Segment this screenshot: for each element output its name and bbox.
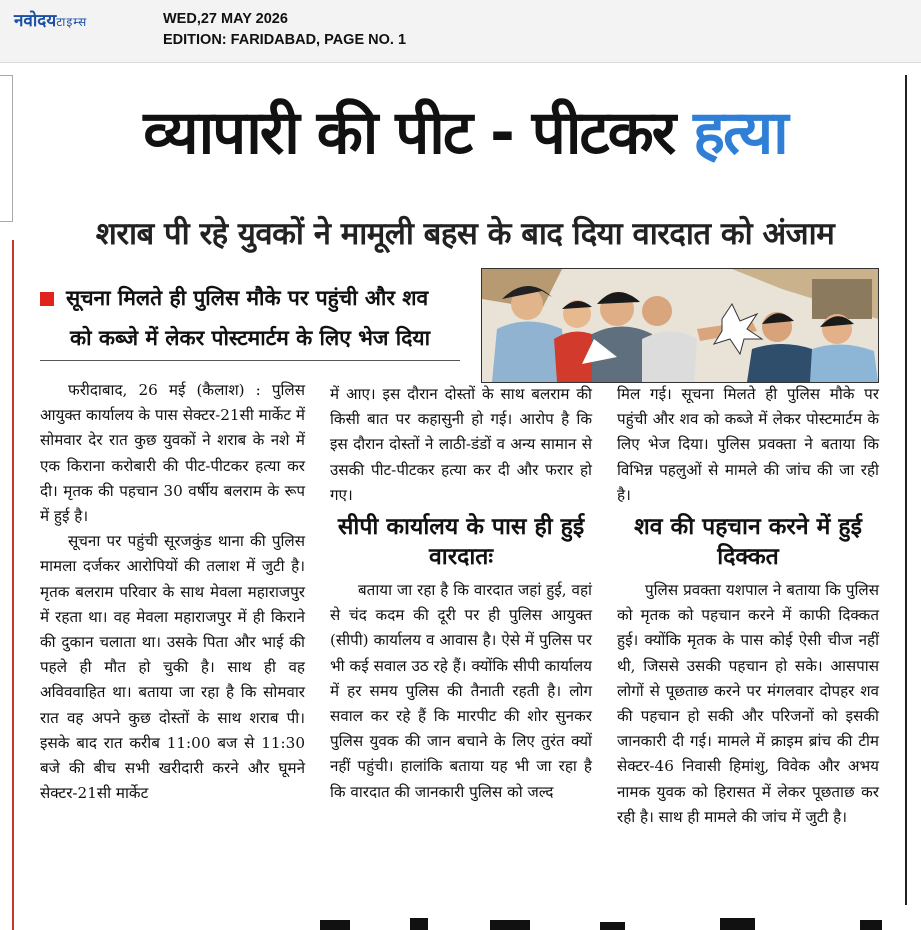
masthead-bar [0, 0, 921, 63]
column-2-paragraph-2: बताया जा रहा है कि वारदात जहां हुई, वहां से चंद कदम की दूरी पर ही पुलिस आयुक्त (सीपी) कार्यालय व आवास है। ऐसे में पुलिस पर भी कई सवाल उठ रहे हैं। क्योंकि सीपी कार्यालय में हर समय पुलिस की तैनाती रहती है। लोग सवाल कर रहे हैं कि मारपीट की शोर सुनकर पुलिस युवक की जान बचाने के लिए तुरंत क्यों नहीं पहुंची। हालांकि बताया यह भी जा रहा है कि वारदात की जानकारी पुलिस को जल्द [330, 581, 592, 801]
article-column-2 [330, 382, 592, 805]
edition-line: EDITION: FARIDABAD, PAGE NO. 1 [163, 32, 407, 48]
deck-line-1: सूचना मिलते ही पुलिस मौके पर पहुंची और शव [66, 286, 429, 310]
red-bullet-icon [40, 292, 54, 306]
article-column-3 [617, 382, 879, 830]
subheadline: शराब पी रहे युवकों ने मामूली बहस के बाद दिया वारदात को अंजाम [95, 216, 835, 252]
column-2-crosshead: सीपी कार्यालय के पास ही हुई वारदातः [337, 514, 585, 571]
newspaper-logo[interactable] [14, 8, 87, 31]
left-clipped-border [0, 240, 14, 930]
next-article-clipped [300, 912, 900, 930]
logo-sub: टाइम्स [56, 15, 88, 29]
headline-accent: हत्या [693, 98, 787, 168]
column-3-crosshead: शव की पहचान करने में हुई दिक्कत [634, 514, 862, 571]
column-1-paragraph-1: फरीदाबाद, 26 मई (कैलाश) : पुलिस आयुक्त कार्यालय के पास सेक्टर-21सी मार्केट में सोमवार देर रात कुछ युवकों ने शराब के नशे में एक किराना करोबारी की पीट-पीटकर हत्या कर दी। मृतक की पहचान 30 वर्षीय बलराम के रूप में हुई है। [40, 381, 305, 526]
column-2-paragraph-1: में आए। इस दौरान दोस्तों के साथ बलराम की किसी बात पर कहासुनी हो गई। आरोप है कि इस दौरान दोस्तों ने लाठी-डंडों व अन्य सामान से उसकी पीट-पीटकर हत्या कर दी और फरार हो गए। [330, 385, 592, 504]
right-clipped-article [905, 75, 921, 905]
deck-line-2: को कब्जे में लेकर पोस्टमार्टम के लिए भेज दिया [40, 318, 460, 361]
article-column-1 [40, 378, 305, 806]
headline-main: व्यापारी की पीट - पीटकर [143, 98, 675, 168]
crime-illustration [481, 268, 879, 383]
left-clipped-article [0, 75, 13, 222]
illustration-art [482, 269, 878, 382]
column-3-paragraph-2: पुलिस प्रवक्ता यशपाल ने बताया कि पुलिस को मृतक को पहचान करने में काफी दिक्कत हुई। क्योंकि मृतक के पास कोई ऐसी चीज नहीं थी, जिससे उसकी पहचान हो सके। आसपास लोगों से पूछताछ करने पर मंगलवार दोपहर शव की पहचान हो सकी और परिजनों को इसकी जानकारी दी गई। मामले में क्राइम ब्रांच की टीम सेक्टर-46 निवासी हिमांशु, विवेक और अभय नामक युवक को हिरासत में लेकर पूछताछ कर रही है। साथ ही मामले की जांच में जुटी है। [617, 581, 879, 826]
clipped-headline-marks [300, 912, 900, 930]
deck [40, 278, 460, 361]
edition-info [163, 9, 406, 51]
column-3-paragraph-1: मिल गई। सूचना मिलते ही पुलिस मौके पर पहुंची और शव को कब्जे में लेकर पोस्टमार्टम के लिए भेज दिया। पुलिस प्रवक्ता ने बताया कि विभिन्न पहलुओं से मामले की जांच की जा रही है। [617, 385, 879, 504]
date-line: WED,27 MAY 2026 [163, 11, 288, 27]
headline [40, 88, 890, 178]
logo-main: नवोदय [14, 11, 57, 31]
column-1-paragraph-2: सूचना पर पहुंची सूरजकुंड थाना की पुलिस मामला दर्जकर आरोपियों की तलाश में जुटी है। मृतक बलराम परिवार के साथ मेवला महाराजपुर में रहता था। वह मेवला महाराजपुर में ही किराने की दुकान चलाता था। उसके पिता और भाई की पहले ही मौत हो चुकी है। साथ ही वह अविववाहित था। बताया जा रहा है कि सोमवार रात वह अपने कुछ दोस्तों के साथ शराब पी। इसके बाद रात करीब 11:00 बज से 11:30 बजे की बीच सभी खरीदारी करने और घूमने सेक्टर-21सी मार्केट [40, 532, 305, 803]
